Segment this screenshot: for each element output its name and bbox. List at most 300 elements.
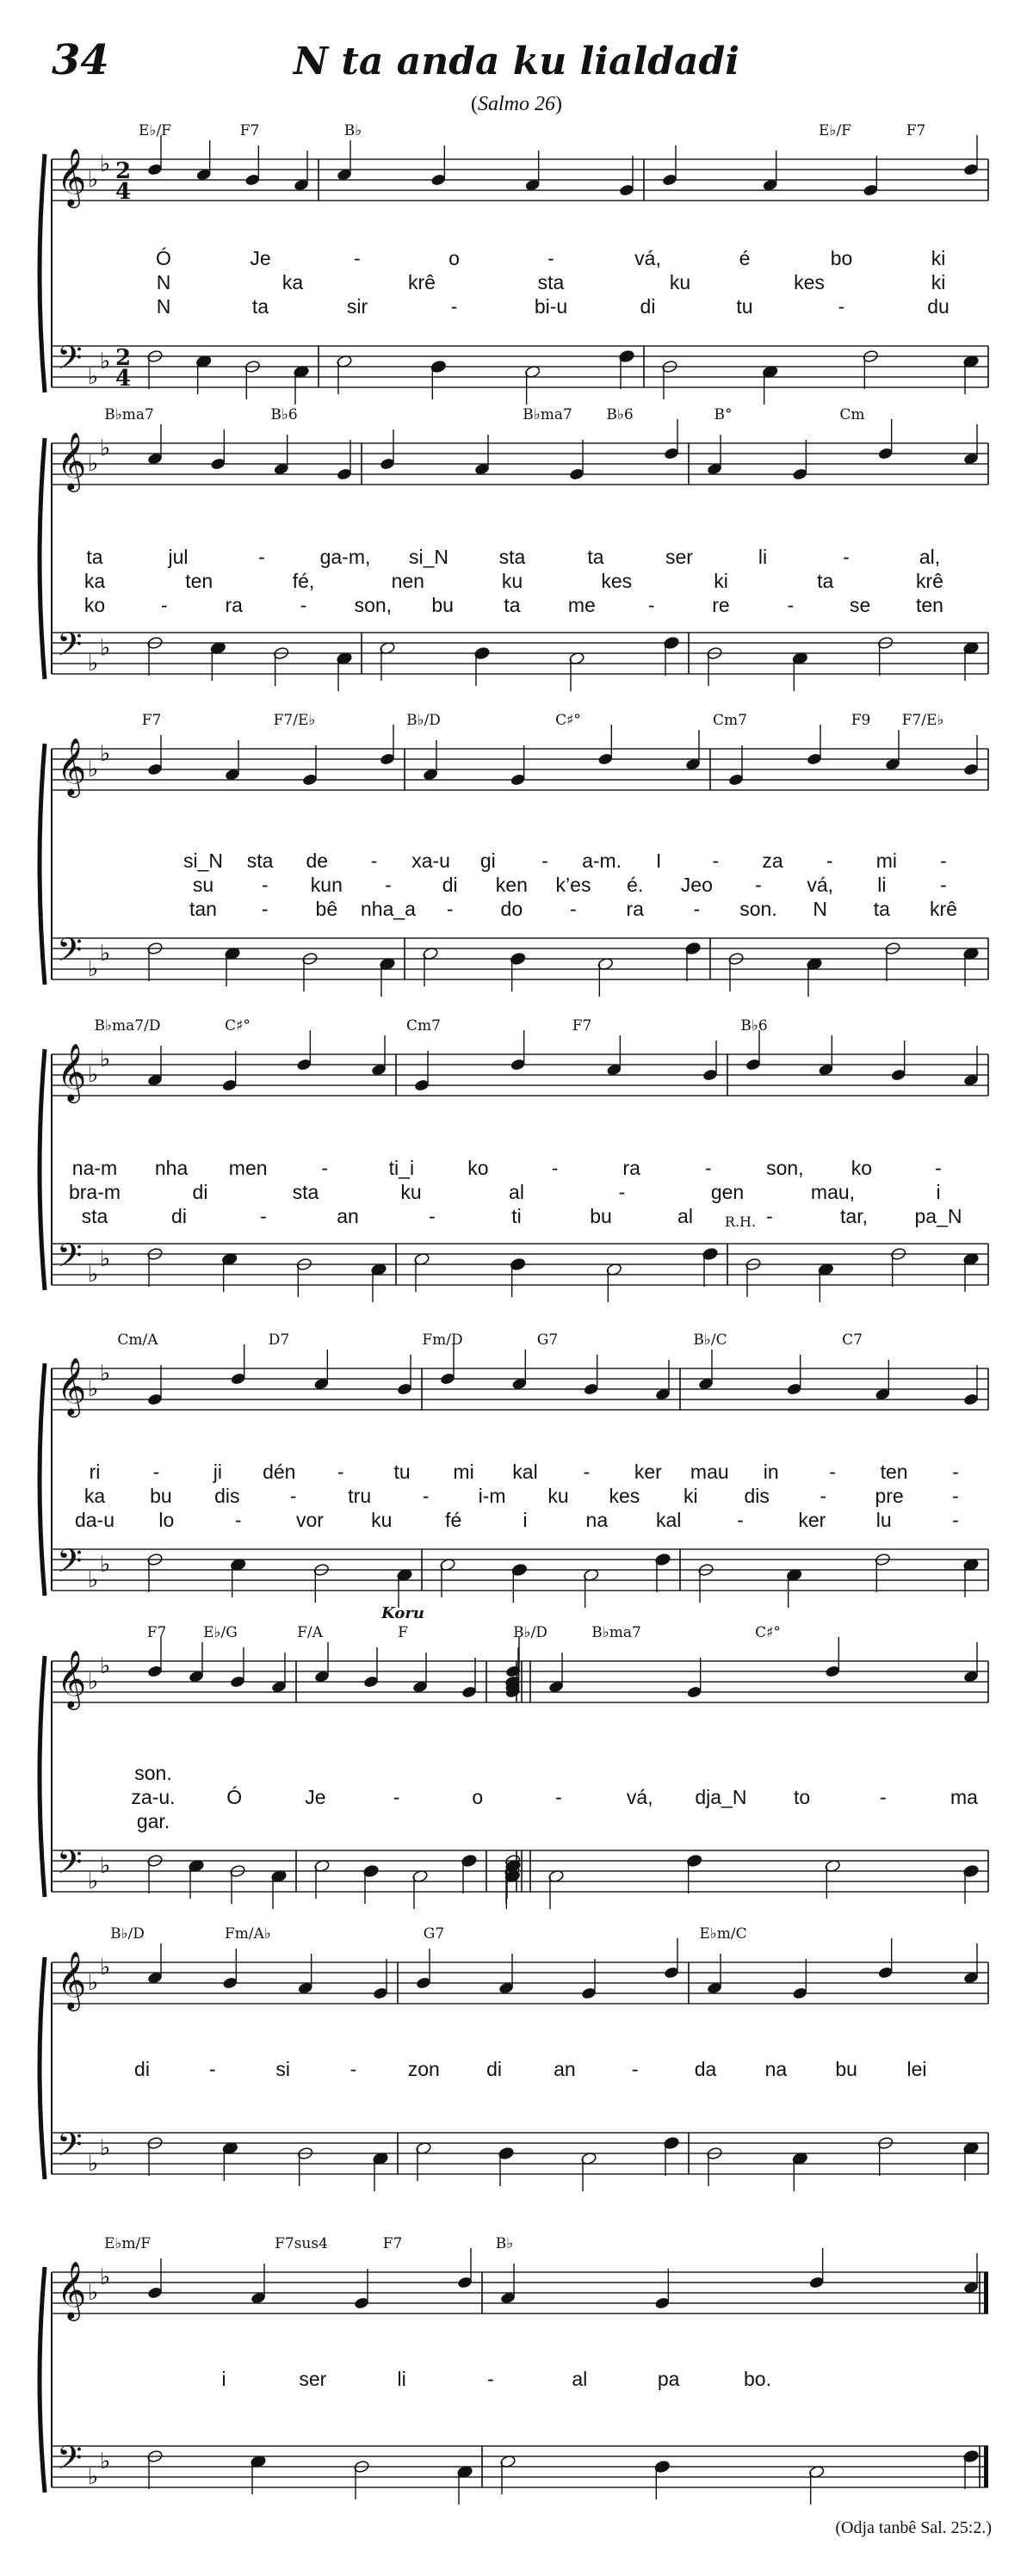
lyric-hyphen: - [570, 898, 577, 920]
lyric-hyphen: - [422, 1485, 430, 1507]
lyric-syllable: i [936, 1181, 941, 1203]
system-bracket [40, 744, 45, 985]
chord-symbol: F7 [572, 1017, 592, 1035]
lyric-syllable: da-u [74, 1509, 115, 1531]
lyric-syllable: an [554, 2058, 576, 2080]
score-system [40, 122, 988, 405]
key-flat: ♭ [88, 651, 99, 676]
lyric-hyphen: - [260, 1205, 267, 1227]
lyric-syllable: i [523, 1509, 528, 1531]
lyric-hyphen: - [940, 874, 947, 896]
key-flat: ♭ [100, 941, 111, 967]
lyric-syllable: di [486, 2058, 503, 2080]
lyric-hyphen: - [829, 1461, 836, 1483]
lyric-syllable: do [500, 898, 523, 920]
lyric-syllable: ku [371, 1509, 393, 1531]
lyric-syllable: gar. [136, 1810, 170, 1832]
hymn-title: N ta anda ku lialdadi [294, 40, 739, 83]
chord-symbol: B♭/C [693, 1331, 727, 1349]
lyric-syllable: lo [158, 1509, 175, 1531]
chord-symbol: F9 [851, 712, 871, 729]
key-flat: ♭ [100, 349, 111, 374]
lyric-syllable: Ó [226, 1786, 243, 1808]
lyric-hyphen: - [583, 1461, 591, 1483]
lyric-syllable: ser [665, 546, 693, 568]
chord-symbol: C♯° [225, 1017, 251, 1035]
key-flat: ♭ [88, 2464, 99, 2490]
lyric-syllable: se [850, 594, 871, 616]
section-label: Koru [381, 1604, 424, 1622]
lyric-syllable: tu [736, 295, 753, 318]
lyric-hyphen: - [337, 1461, 344, 1483]
lyric-syllable: ga-m, [319, 546, 371, 568]
lyric-syllable: ra [622, 1157, 640, 1179]
lyric-syllable: ti_i [388, 1157, 415, 1179]
lyric-syllable: ko [467, 1157, 489, 1179]
lyric-syllable: lu [875, 1509, 892, 1531]
key-flat: ♭ [100, 635, 111, 661]
lyric-syllable: ku [547, 1485, 569, 1507]
lyric-syllable: ten [916, 594, 943, 616]
footnote: (Odja tanbê Sal. 25:2.) [835, 2518, 992, 2537]
lyric-syllable: sta [81, 1205, 108, 1227]
lyric-syllable: ki [714, 570, 728, 592]
lyric-hyphen: - [952, 1485, 959, 1507]
lyric-syllable: krê [916, 570, 943, 592]
time-signature-bottom: 4 [115, 179, 132, 205]
chord-symbol: G7 [423, 1925, 445, 1943]
lyric-syllable: Je [250, 247, 271, 269]
rh-marking: R.H. [724, 1214, 757, 1230]
lyric-syllable: tan [189, 898, 217, 920]
subtitle-open: ( [471, 93, 478, 115]
lyric-syllable: ko [851, 1157, 873, 1179]
lyric-hyphen: - [820, 1485, 826, 1507]
lyric-syllable: ma [950, 1786, 978, 1808]
lyric-syllable: li [877, 874, 887, 896]
lyric-syllable: di [171, 1205, 187, 1227]
treble-clef: 𝄞 [57, 147, 87, 206]
lyric-hyphen: - [704, 1157, 712, 1179]
lyric-syllable: al [572, 2368, 588, 2390]
key-flat: ♭ [88, 1376, 99, 1402]
lyric-syllable: tar, [840, 1205, 868, 1227]
lyric-hyphen: - [647, 594, 655, 616]
system-bracket [40, 1049, 45, 1290]
key-flat: ♭ [88, 1869, 99, 1894]
lyric-syllable: pa_N [914, 1205, 962, 1227]
chord-symbol: B♭ma7/D [94, 1017, 161, 1035]
lyric-syllable: ra [225, 594, 243, 616]
chord-symbol: Cm/A [117, 1331, 158, 1349]
lyric-syllable: son. [134, 1762, 172, 1784]
treble-clef: 𝄞 [57, 737, 87, 795]
key-flat: ♭ [100, 151, 111, 177]
lyric-hyphen: - [935, 1157, 942, 1179]
time-signature-top: 2 [115, 345, 132, 371]
chord-symbol: Fm/D [422, 1331, 463, 1349]
lyric-syllable: re [712, 594, 730, 616]
chord-symbol: F/A [297, 1624, 323, 1641]
treble-clef: 𝄞 [57, 1356, 87, 1415]
lyric-syllable: krê [408, 271, 436, 293]
key-flat: ♭ [88, 364, 99, 390]
lyric-syllable: mau, [810, 1181, 856, 1203]
lyric-hyphen: - [787, 594, 795, 616]
lyric-syllable: al, [919, 546, 941, 568]
lyric-syllable: ku [400, 1181, 422, 1203]
lyric-hyphen: - [693, 898, 701, 920]
lyric-hyphen: - [354, 247, 361, 269]
lyric-syllable: vá, [626, 1786, 653, 1808]
chord-symbol: C♯° [555, 712, 581, 729]
lyric-syllable: du [927, 295, 949, 318]
bass-clef: 𝄢 [57, 1843, 83, 1889]
lyric-syllable: su [192, 874, 214, 896]
lyric-hyphen: - [261, 874, 269, 896]
lyric-syllable: fé, [292, 570, 315, 592]
key-flat: ♭ [100, 2264, 111, 2290]
key-flat: ♭ [100, 741, 111, 767]
lyric-syllable: ta [817, 570, 834, 592]
lyric-syllable: dis [744, 1485, 770, 1507]
lyric-syllable: ken [495, 874, 528, 896]
lyric-syllable: ti [511, 1205, 522, 1227]
time-signature-bottom: 4 [115, 366, 132, 392]
lyric-syllable: ka [84, 1485, 106, 1507]
lyric-syllable: da [694, 2058, 717, 2080]
lyric-syllable: Jeo [680, 874, 713, 896]
key-flat: ♭ [100, 1246, 111, 1272]
treble-clef: 𝄞 [57, 1649, 87, 1708]
lyric-syllable: sta [246, 849, 274, 872]
lyric-syllable: de [306, 849, 329, 872]
chord-symbol: F7 [146, 1624, 167, 1641]
lyric-hyphen: - [541, 849, 548, 872]
lyric-hyphen: - [631, 2058, 639, 2080]
lyric-syllable: é [739, 247, 751, 269]
lyric-syllable: bê [315, 898, 338, 920]
lyric-syllable: ser [299, 2368, 327, 2390]
system-bracket [40, 1363, 45, 1596]
key-flat: ♭ [88, 1062, 99, 1088]
lyric-hyphen: - [487, 2368, 494, 2390]
lyric-syllable: ta [873, 898, 890, 920]
lyric-hyphen: - [755, 874, 762, 896]
treble-clef: 𝄞 [57, 2260, 87, 2319]
lyric-syllable: mi [875, 849, 897, 872]
lyric-syllable: kes [609, 1485, 640, 1507]
chord-symbol: F7 [382, 2235, 403, 2252]
system-bracket [40, 1656, 45, 1897]
lyric-hyphen: - [370, 849, 378, 872]
lyric-syllable: gi [479, 849, 496, 872]
lyric-syllable: li [758, 546, 768, 568]
lyric-syllable: vá, [634, 247, 661, 269]
lyric-syllable: sta [537, 271, 565, 293]
system-bracket [40, 1957, 45, 2179]
lyric-syllable: nen [391, 570, 424, 592]
lyric-syllable: vor [296, 1509, 324, 1531]
chord-symbol: F7/E♭ [901, 712, 944, 729]
lyric-syllable: li [397, 2368, 406, 2390]
system-bracket [40, 2267, 45, 2493]
lyric-syllable: za-u. [131, 1786, 176, 1808]
lyric-syllable: vá, [807, 874, 834, 896]
lyric-syllable: nha_a [361, 898, 416, 920]
lyric-syllable: ker [798, 1509, 826, 1531]
lyric-syllable: me [567, 594, 596, 616]
lyric-syllable: lei [906, 2058, 927, 2080]
lyric-syllable: tru [348, 1485, 372, 1507]
lyric-syllable: kes [601, 570, 633, 592]
lyric-syllable: bo [830, 247, 853, 269]
key-flat: ♭ [88, 2280, 99, 2306]
key-flat: ♭ [100, 1361, 111, 1387]
chord-symbol: Cm7 [406, 1017, 441, 1035]
lyric-syllable: si [275, 2058, 290, 2080]
key-flat: ♭ [88, 1262, 99, 1288]
lyric-hyphen: - [547, 247, 554, 269]
lyric-syllable: kes [794, 271, 825, 293]
chord-symbol: B♭ma7 [591, 1624, 641, 1641]
lyric-hyphen: - [940, 849, 947, 872]
subtitle-reference: Salmo 26 [478, 93, 555, 115]
bass-clef: 𝄢 [57, 1236, 83, 1282]
lyric-syllable: ta [504, 594, 521, 616]
chord-symbol: E♭m/C [699, 1925, 747, 1943]
chord-symbol: B♭ [495, 2235, 514, 2252]
lyric-hyphen: - [261, 898, 269, 920]
lyric-syllable: ra [626, 898, 644, 920]
score-system [40, 1925, 988, 2191]
lyric-syllable: dis [214, 1485, 240, 1507]
lyric-syllable: an [337, 1205, 359, 1227]
key-flat: ♭ [88, 451, 99, 477]
score-system [40, 2235, 988, 2505]
chord-symbol: B♭6 [606, 406, 634, 423]
lyric-syllable: di [640, 295, 656, 318]
lyric-syllable: dén [263, 1461, 296, 1483]
lyric-syllable: sta [498, 546, 526, 568]
lyric-syllable: men [228, 1157, 268, 1179]
key-flat: ♭ [100, 1955, 111, 1980]
lyric-syllable: bu [431, 594, 454, 616]
final-barline [984, 2272, 988, 2313]
lyric-syllable: N [156, 271, 171, 293]
lyric-syllable: nha [154, 1157, 189, 1179]
lyric-hyphen: - [258, 546, 265, 568]
lyric-syllable: bu [835, 2058, 857, 2080]
key-flat: ♭ [100, 1853, 111, 1879]
chord-symbol: Fm/A♭ [225, 1925, 271, 1943]
lyric-syllable: son, [766, 1157, 804, 1179]
lyric-syllable: é. [627, 874, 644, 896]
key-flat: ♭ [88, 956, 99, 982]
hymn-number: 34 [52, 36, 109, 84]
lyric-syllable: kal [512, 1461, 538, 1483]
lyric-syllable: zon [407, 2058, 440, 2080]
score-system [40, 712, 988, 997]
key-flat: ♭ [88, 1970, 99, 1996]
lyric-syllable: ku [669, 271, 691, 293]
lyric-syllable: N [813, 898, 827, 920]
lyric-syllable: na [585, 1509, 609, 1531]
chord-symbol: B° [714, 406, 733, 423]
chord-symbol: B♭6 [740, 1017, 768, 1035]
lyric-syllable: son, [354, 594, 393, 616]
bass-clef: 𝄢 [57, 625, 83, 671]
lyric-syllable: to [794, 1786, 811, 1808]
key-flat: ♭ [100, 2449, 111, 2474]
treble-clef: 𝄞 [57, 431, 87, 490]
lyric-syllable: ki [683, 1485, 698, 1507]
score-system [40, 406, 988, 691]
score-system [40, 1017, 988, 1302]
lyric-syllable: krê [930, 898, 957, 920]
lyric-syllable: fé [445, 1509, 462, 1531]
lyric-syllable: o [472, 1786, 484, 1808]
system-bracket [40, 438, 45, 679]
key-flat: ♭ [100, 436, 111, 461]
time-signature-top: 2 [115, 158, 132, 184]
lyric-syllable: kal [655, 1509, 682, 1531]
lyric-hyphen: - [160, 594, 168, 616]
lyric-hyphen: - [393, 1786, 400, 1808]
lyric-syllable: si_N [182, 849, 224, 872]
lyric-hyphen: - [321, 1157, 329, 1179]
lyric-syllable: ten [185, 570, 213, 592]
lyric-syllable: bi-u [534, 295, 568, 318]
lyric-hyphen: - [879, 1786, 887, 1808]
lyric-syllable: na-m [71, 1157, 118, 1179]
chord-symbol: C7 [842, 1331, 863, 1349]
lyric-syllable: bu [150, 1485, 172, 1507]
lyric-syllable: bra-m [68, 1181, 121, 1203]
lyric-syllable: ka [84, 570, 106, 592]
treble-clef: 𝄞 [57, 1042, 87, 1101]
chord-symbol: C♯° [755, 1624, 781, 1641]
lyric-hyphen: - [300, 594, 307, 616]
chord-symbol: Cm7 [713, 712, 747, 729]
lyric-syllable: ku [501, 570, 523, 592]
score-system [40, 1604, 988, 1909]
key-flat: ♭ [88, 2151, 99, 2177]
chord-symbol: B♭ma7 [523, 406, 572, 423]
lyric-syllable: za [762, 849, 783, 872]
lyric-hyphen: - [385, 874, 392, 896]
lyric-hyphen: - [446, 898, 454, 920]
lyric-syllable: ki [931, 247, 946, 269]
lyric-hyphen: - [551, 1157, 559, 1179]
treble-clef: 𝄞 [57, 1950, 87, 2009]
chord-symbol: E♭/F [819, 122, 851, 139]
lyric-syllable: ta [251, 295, 269, 318]
bass-clef: 𝄢 [57, 338, 83, 385]
key-flat: ♭ [88, 167, 99, 193]
lyric-hyphen: - [234, 1509, 242, 1531]
chord-symbol: E♭/G [203, 1624, 238, 1641]
key-flat: ♭ [88, 1669, 99, 1695]
lyric-hyphen: - [289, 1485, 297, 1507]
lyric-hyphen: - [766, 1205, 773, 1227]
lyric-syllable: di [442, 874, 458, 896]
chord-symbol: G7 [536, 1331, 559, 1349]
lyric-hyphen: - [737, 1509, 744, 1531]
lyric-syllable: ri [89, 1461, 101, 1483]
chord-symbol: Cm [839, 406, 865, 423]
lyric-syllable: I [656, 849, 662, 872]
key-flat: ♭ [88, 757, 99, 782]
chord-symbol: F7 [906, 122, 926, 139]
chord-symbol: B♭/D [513, 1624, 547, 1641]
chord-symbol: E♭m/F [103, 2235, 152, 2252]
lyric-syllable: gen [710, 1181, 745, 1203]
chord-symbol: B♭6 [270, 406, 298, 423]
lyric-syllable: jul [168, 546, 189, 568]
key-flat: ♭ [100, 1552, 111, 1578]
lyric-syllable: xa-u [411, 849, 450, 872]
lyric-syllable: ker [634, 1461, 662, 1483]
lyric-syllable: ka [281, 271, 304, 293]
lyric-syllable: na [764, 2058, 788, 2080]
lyric-syllable: son. [739, 898, 777, 920]
lyric-syllable: a-m. [582, 849, 622, 872]
lyric-syllable: di [134, 2058, 150, 2080]
chord-symbol: B♭/D [110, 1925, 145, 1943]
key-flat: ♭ [100, 2135, 111, 2161]
lyric-syllable: di [192, 1181, 208, 1203]
lyric-syllable: i-m [478, 1485, 506, 1507]
lyric-syllable: sta [292, 1181, 319, 1203]
chord-symbol: F7 [239, 122, 260, 139]
lyric-hyphen: - [208, 2058, 216, 2080]
chord-symbol: B♭/D [406, 712, 441, 729]
lyric-syllable: mi [453, 1461, 474, 1483]
lyric-syllable: N [156, 295, 171, 318]
lyric-hyphen: - [618, 1181, 626, 1203]
chord-symbol: B♭ [343, 122, 362, 139]
bass-clef: 𝄢 [57, 2438, 83, 2485]
key-flat: ♭ [88, 1567, 99, 1593]
lyric-syllable: ko [84, 594, 106, 616]
lyric-hyphen: - [952, 1461, 959, 1483]
lyric-syllable: in [763, 1461, 779, 1483]
lyric-hyphen: - [712, 849, 720, 872]
bass-clef: 𝄢 [57, 1541, 83, 1588]
lyric-syllable: pa [657, 2368, 680, 2390]
key-flat: ♭ [100, 1047, 111, 1072]
lyric-hyphen: - [838, 295, 845, 318]
final-barline [984, 2446, 988, 2487]
lyric-syllable: ta [86, 546, 103, 568]
lyric-hyphen: - [429, 1205, 436, 1227]
lyric-syllable: ten [880, 1461, 908, 1483]
lyric-hyphen: - [952, 1509, 959, 1531]
key-flat: ♭ [100, 1653, 111, 1679]
lyric-syllable: pre [875, 1485, 904, 1507]
lyric-syllable: ji [213, 1461, 222, 1483]
lyric-syllable: si_N [408, 546, 449, 568]
lyric-syllable: kun [310, 874, 343, 896]
chord-symbol: F7 [141, 712, 162, 729]
lyric-hyphen: - [152, 1461, 160, 1483]
chord-symbol: D7 [268, 1331, 290, 1349]
chord-symbol: F7/E♭ [273, 712, 316, 729]
lyric-syllable: al [677, 1205, 693, 1227]
lyric-syllable: bo. [744, 2368, 771, 2390]
lyric-syllable: i [221, 2368, 226, 2390]
